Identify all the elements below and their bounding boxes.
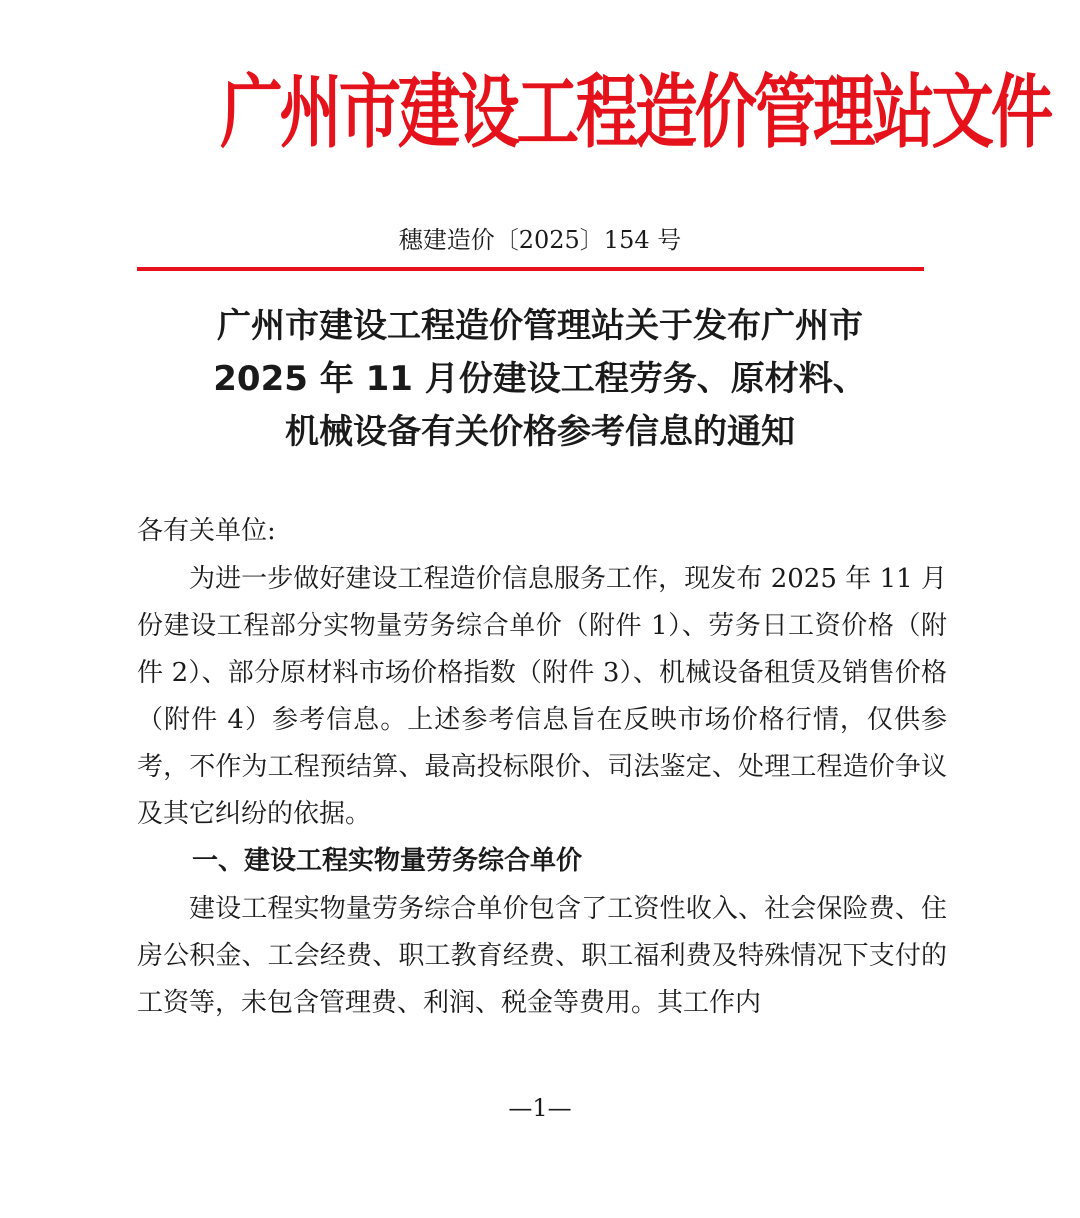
document-title: [0, 300, 1080, 459]
body-paragraph-2: 建设工程实物量劳务综合单价包含了工资性收入、社会保险费、住房公积金、工会经费、职工教育经费、职工福利费及特殊情况下支付的工资等，未包含管理费、利润、税金等费用。其工作内: [137, 894, 947, 1018]
title-line-3: 机械设备有关价格参考信息的通知: [285, 412, 795, 452]
document-number: 穗建造价〔2025〕154 号: [398, 226, 682, 254]
page-number: —1—: [508, 1094, 572, 1122]
title-line-1: 广州市建设工程造价管理站关于发布广州市: [217, 306, 863, 346]
body-paragraph-1: 为进一步做好建设工程造价信息服务工作，现发布 2025 年 11 月份建设工程部分实物量劳务综合单价（附件 1）、劳务日工资价格（附件 2）、部分原材料市场价格指数（附件 3）、机械设备租赁及销售价格（附件 4）参考信息。上述参考信息旨在反映市场价格行情，仅供参考，不作为工程预结算、最高投标限价、司法鉴定、处理工程造价争议及其它纠纷的依据。: [137, 564, 947, 829]
issuer-masthead: 广州市建设工程造价管理站文件: [220, 66, 1051, 159]
red-divider-line: [137, 267, 924, 271]
salutation: 各有关单位:: [137, 516, 276, 546]
title-line-2: 2025 年 11 月份建设工程劳务、原材料、: [213, 359, 867, 399]
section-heading-1: 一、建设工程实物量劳务综合单价: [192, 846, 583, 876]
